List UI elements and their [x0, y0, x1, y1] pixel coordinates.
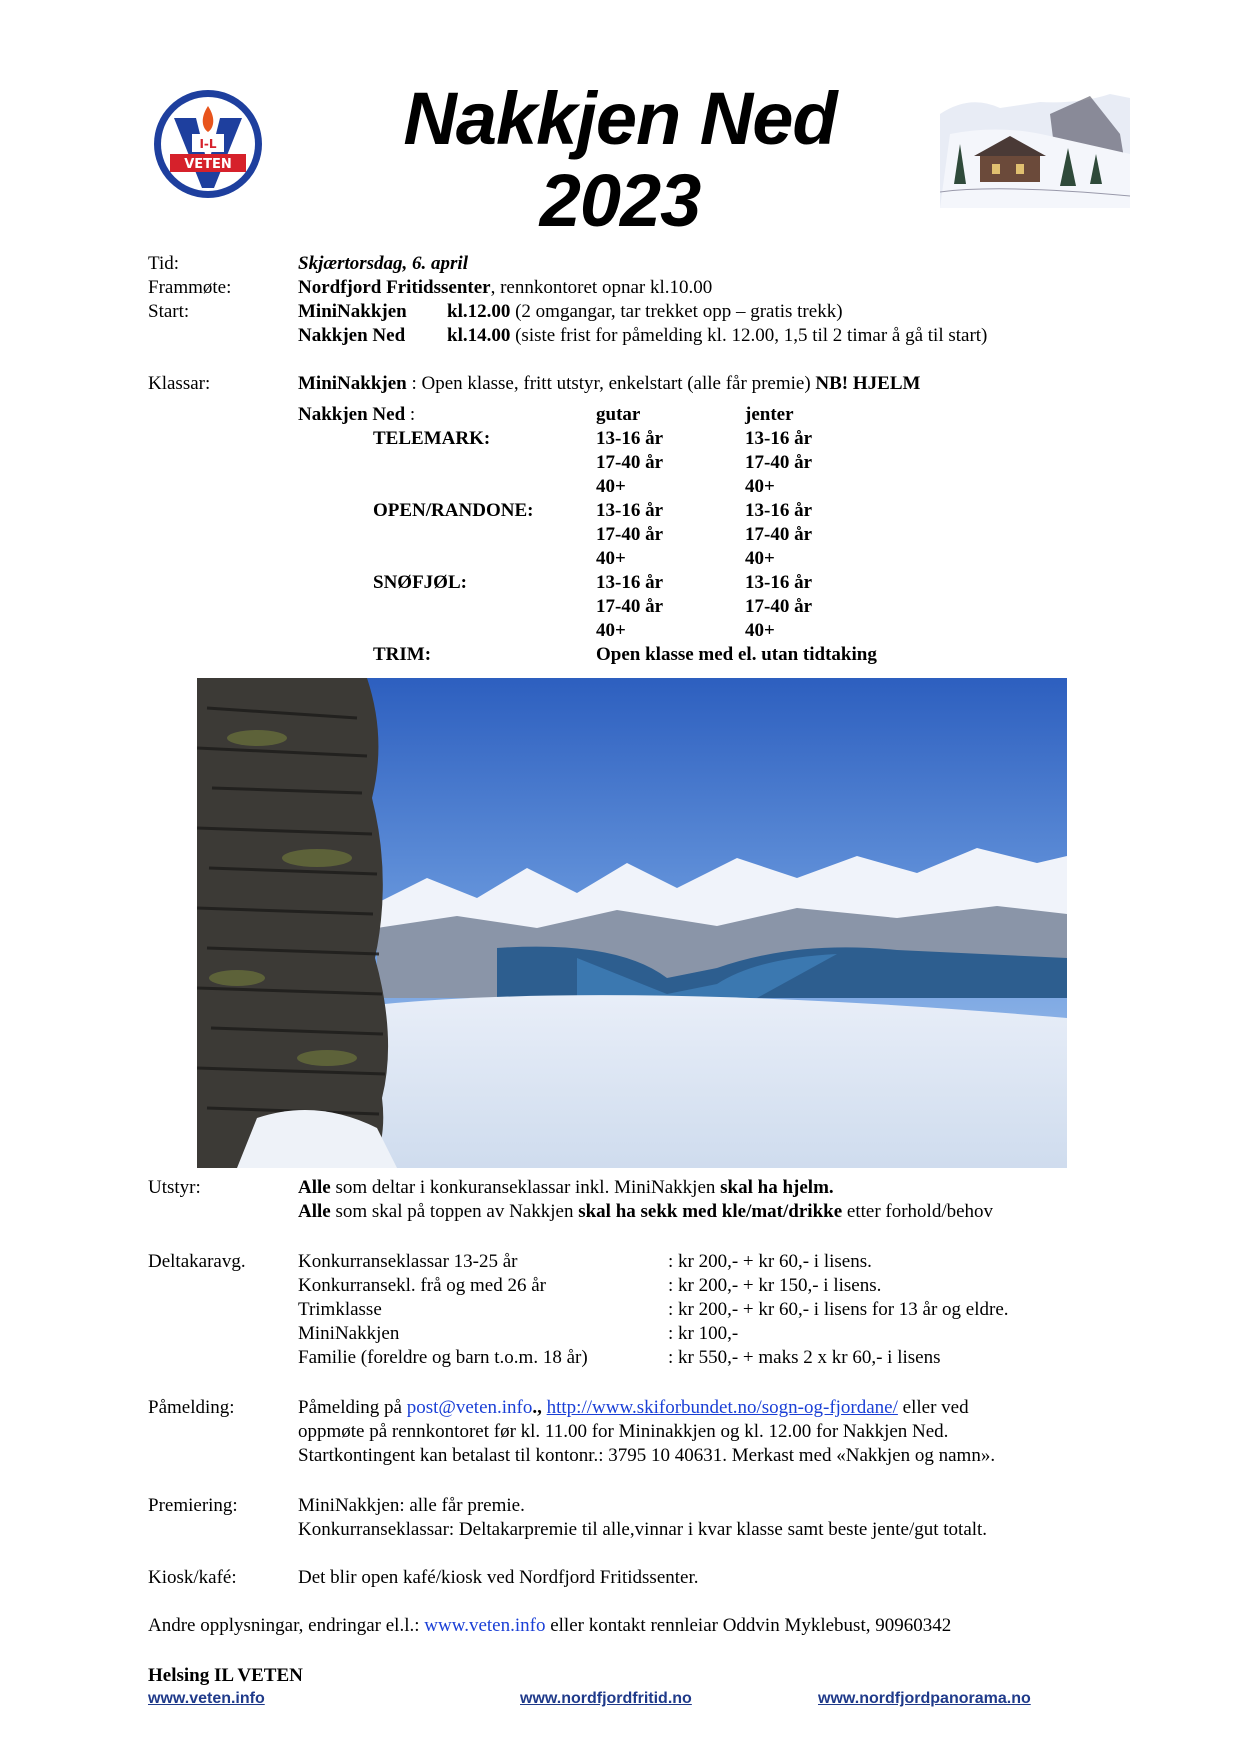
- fee-price: : kr 200,- + kr 60,- i lisens.: [668, 1251, 872, 1272]
- kiosk-label: Kiosk/kafé:: [148, 1567, 237, 1588]
- class-group-name: TRIM:: [373, 644, 432, 665]
- fee-name: Trimklasse: [298, 1299, 382, 1320]
- class-gutar-cell: 13-16 år: [596, 572, 664, 593]
- premiering-line1: MiniNakkjen: alle får premie.: [298, 1495, 525, 1516]
- fee-price: : kr 200,- + kr 60,- i lisens for 13 år og eldre.: [668, 1299, 1009, 1320]
- start-row: Nakkjen Ned: [298, 325, 406, 346]
- premiering-line2: Konkurranseklassar: Deltakarpremie til alle,vinnar i kvar klasse samt beste jente/gut totalt.: [298, 1519, 988, 1540]
- footer-link-nordfjordfritid[interactable]: www.nordfjordfritid.no: [520, 1690, 692, 1707]
- trim-text: Open klasse med el. utan tidtaking: [596, 644, 877, 665]
- class-gutar-cell: 40+: [596, 548, 626, 569]
- fee-name: Familie (foreldre og barn t.o.m. 18 år): [298, 1347, 588, 1368]
- class-jenter-cell: 13-16 år: [745, 572, 813, 593]
- skiforbundet-link[interactable]: http://www.skiforbundet.no/sogn-og-fjordane/: [546, 1397, 898, 1418]
- class-jenter-cell: 17-40 år: [745, 524, 813, 545]
- klassar-label: Klassar:: [148, 373, 211, 394]
- fee-name: Konkurranseklassar 13-25 år: [298, 1251, 518, 1272]
- class-gutar-cell: 13-16 år: [596, 500, 664, 521]
- class-jenter-cell: 17-40 år: [745, 596, 813, 617]
- footer-link-nordfjordpanorama[interactable]: www.nordfjordpanorama.no: [818, 1690, 1031, 1707]
- class-group-name: OPEN/RANDONE:: [373, 500, 534, 521]
- class-gutar-cell: 17-40 år: [596, 596, 664, 617]
- fee-name: Konkurransekl. frå og med 26 år: [298, 1275, 546, 1296]
- klassar-mini: MiniNakkjen : Open klasse, fritt utstyr, enkelstart (alle får premie) NB! HJELM: [298, 373, 921, 394]
- class-group-name: TELEMARK:: [373, 428, 491, 449]
- frammote-label: Frammøte:: [148, 277, 232, 298]
- fee-price: : kr 100,-: [668, 1323, 739, 1344]
- class-group-name: SNØFJØL:: [373, 572, 467, 593]
- logo-text: VETEN: [184, 157, 232, 172]
- pamelding-line2: oppmøte på rennkontoret før kl. 11.00 for Mininakkjen og kl. 12.00 for Nakkjen Ned.: [298, 1421, 949, 1442]
- pamelding-line3: Startkontingent kan betalast til kontonr.: 3795 10 40631. Merkast med «Nakkjen og namn».: [298, 1445, 996, 1466]
- utstyr-line1: Alle som deltar i konkuranseklassar inkl. MiniNakkjen skal ha hjelm.: [298, 1177, 834, 1198]
- logo-mark: I-L: [199, 137, 217, 151]
- veten-link[interactable]: www.veten.info: [424, 1615, 546, 1636]
- helsing: Helsing IL VETEN: [148, 1665, 303, 1686]
- class-jenter-cell: 13-16 år: [745, 428, 813, 449]
- class-gutar-cell: 17-40 år: [596, 524, 664, 545]
- cabin-sketch-image: [940, 74, 1130, 208]
- klassar-ned-label: Nakkjen Ned :: [298, 404, 416, 425]
- tid-label: Tid:: [148, 253, 179, 274]
- fee-name: MiniNakkjen: [298, 1323, 400, 1344]
- tid-value: Skjærtorsdag, 6. april: [298, 253, 468, 274]
- class-jenter-cell: 40+: [745, 476, 775, 497]
- title-line1: Nakkjen Ned: [403, 77, 837, 160]
- class-gutar-cell: 40+: [596, 476, 626, 497]
- veten-logo: [152, 88, 264, 200]
- mountain-photo: [197, 678, 1067, 1168]
- class-jenter-cell: 17-40 år: [745, 452, 813, 473]
- kiosk-text: Det blir open kafé/kiosk ved Nordfjord Fritidssenter.: [298, 1567, 699, 1588]
- frammote-value: Nordfjord Fritidssenter, rennkontoret opnar kl.10.00: [298, 277, 713, 298]
- class-gutar-cell: 13-16 år: [596, 428, 664, 449]
- fee-price: : kr 200,- + kr 150,- i lisens.: [668, 1275, 882, 1296]
- class-jenter-cell: 40+: [745, 620, 775, 641]
- title-line2: 2023: [539, 159, 701, 242]
- start-row-time: kl.12.00 (2 omgangar, tar trekket opp – gratis trekk): [447, 301, 843, 322]
- class-gutar-cell: 17-40 år: [596, 452, 664, 473]
- col-jenter: jenter: [745, 404, 794, 425]
- fee-price: : kr 550,- + maks 2 x kr 60,- i lisens: [668, 1347, 941, 1368]
- page-title: [320, 78, 920, 242]
- email-link[interactable]: post@veten.info: [406, 1397, 533, 1418]
- pamelding-line1: Påmelding på post@veten.info., http://www.skiforbundet.no/sogn-og-fjordane/ eller ved: [298, 1397, 969, 1418]
- class-gutar-cell: 40+: [596, 620, 626, 641]
- utstyr-line2: Alle som skal på toppen av Nakkjen skal ha sekk med kle/mat/drikke etter forhold/behov: [298, 1201, 994, 1222]
- col-gutar: gutar: [596, 404, 641, 425]
- deltakaravg-label: Deltakaravg.: [148, 1251, 246, 1272]
- pamelding-label: Påmelding:: [148, 1397, 235, 1418]
- andre-line: Andre opplysningar, endringar el.l.: www.veten.info eller kontakt rennleiar Oddvin Myklebust, 90960342: [148, 1615, 952, 1636]
- class-jenter-cell: 40+: [745, 548, 775, 569]
- class-jenter-cell: 13-16 år: [745, 500, 813, 521]
- premiering-label: Premiering:: [148, 1495, 238, 1516]
- start-row-time: kl.14.00 (siste frist for påmelding kl. 12.00, 1,5 til 2 timar å gå til start): [447, 325, 988, 346]
- utstyr-label: Utstyr:: [148, 1177, 201, 1198]
- start-row: MiniNakkjen: [298, 301, 407, 322]
- footer-link-veten[interactable]: www.veten.info: [148, 1690, 265, 1707]
- start-label: Start:: [148, 301, 190, 322]
